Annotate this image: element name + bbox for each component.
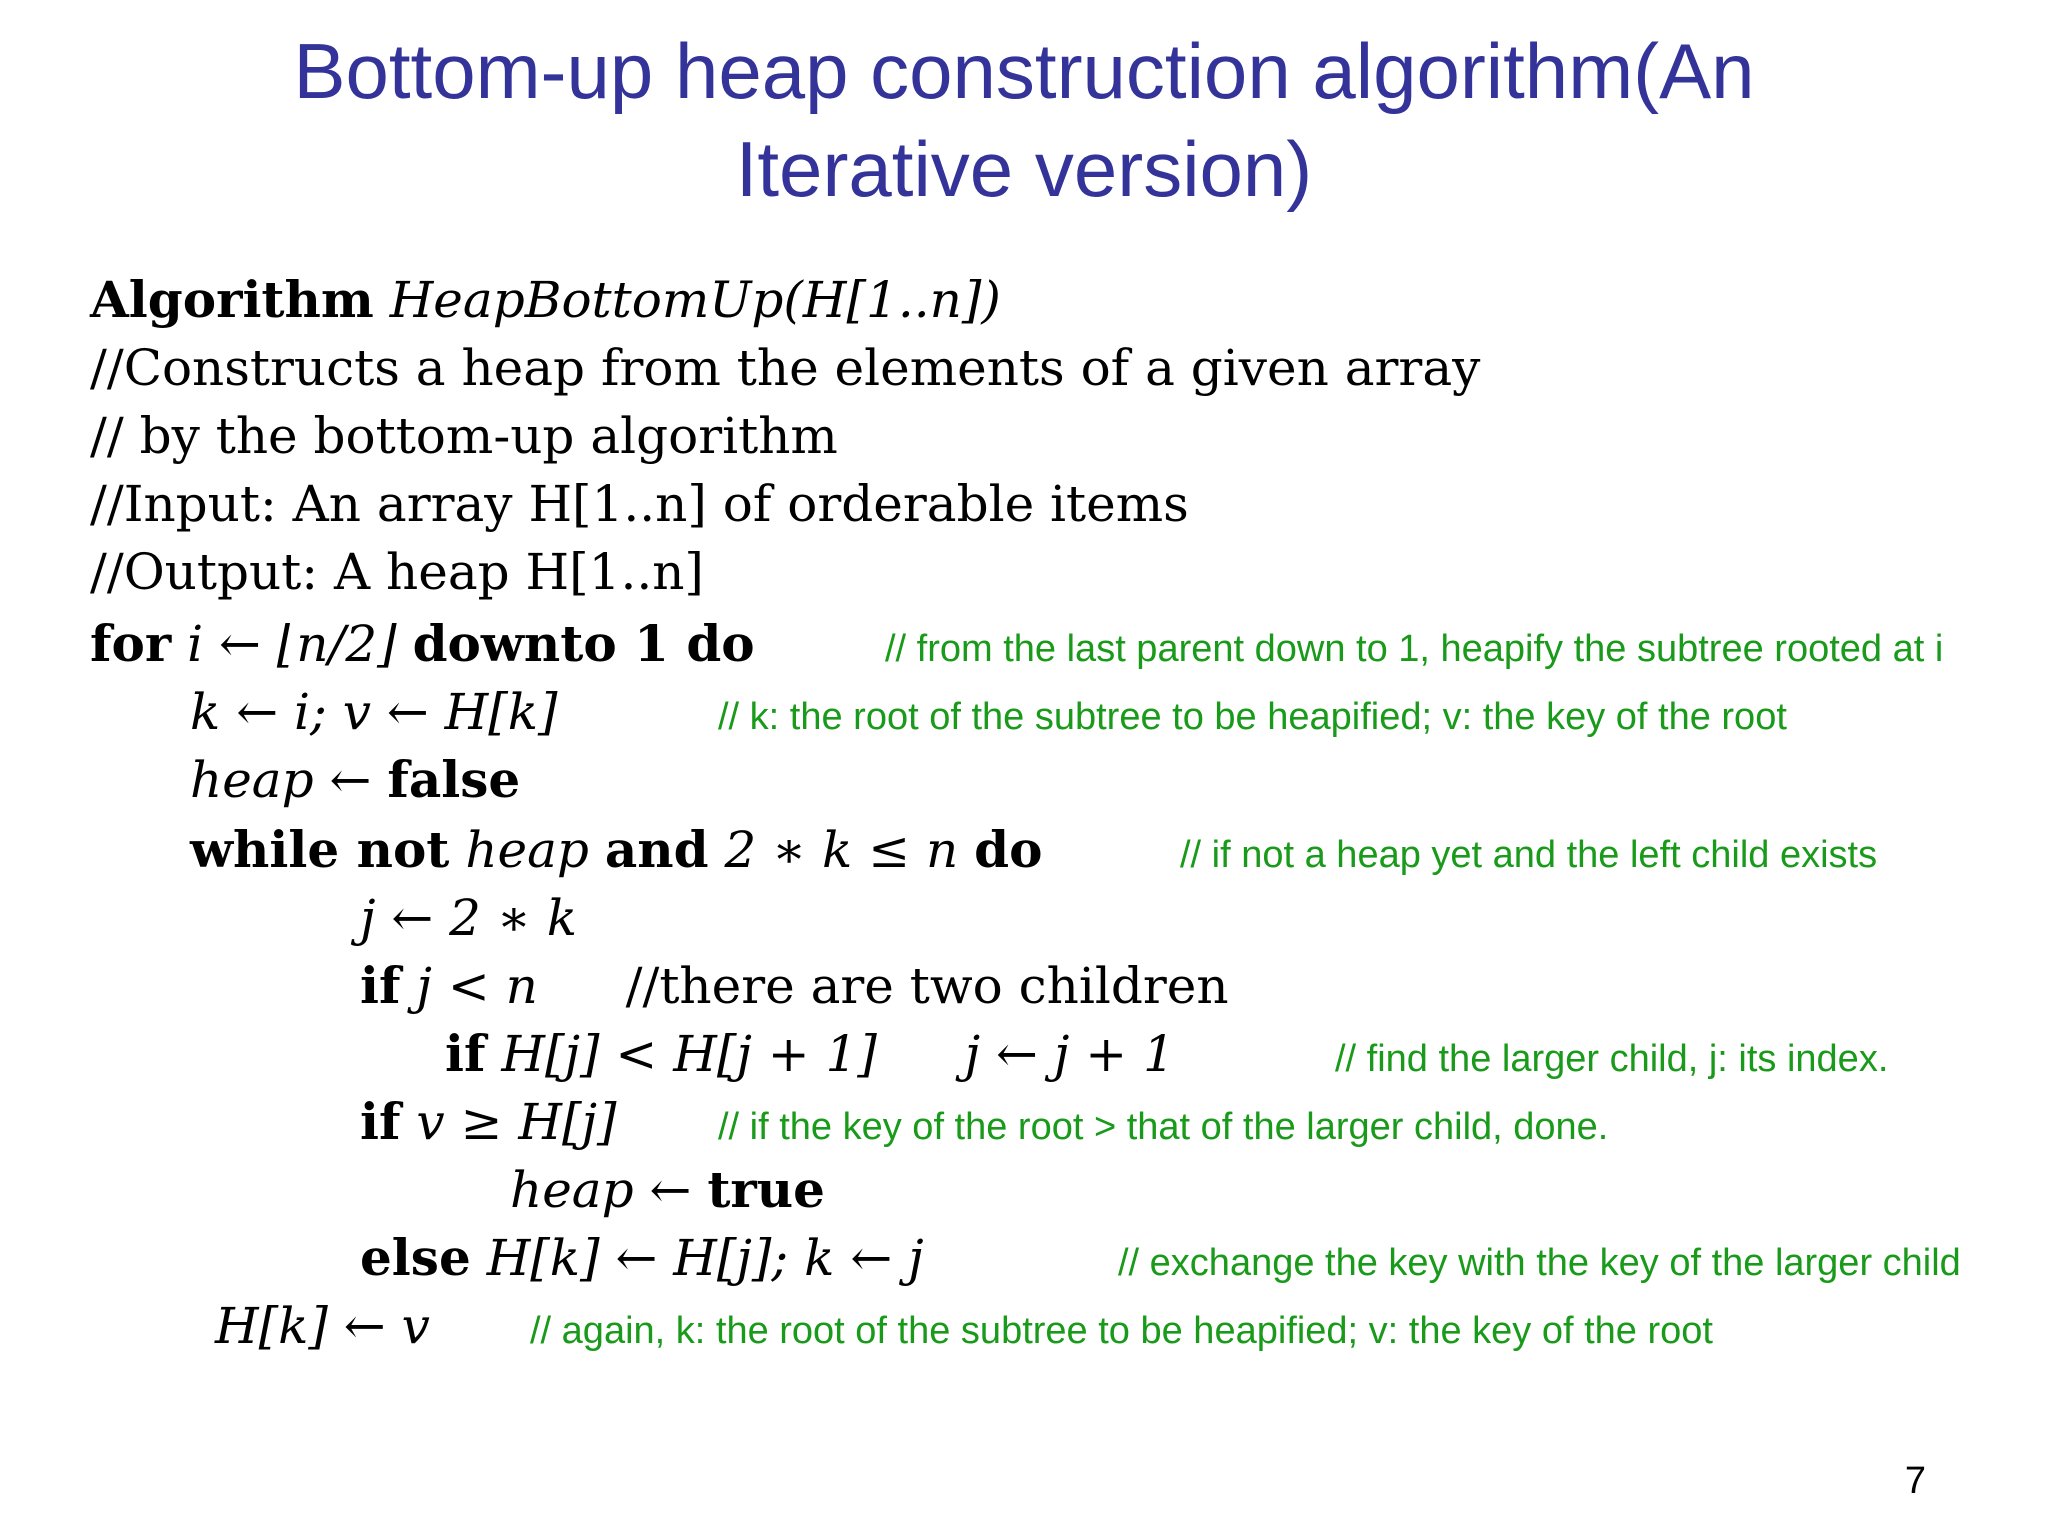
code-line-if-larger [445,1024,1175,1084]
page-number: 7 [1904,1460,1926,1502]
algorithm-signature: HeapBottomUp(H[1..n]) [389,271,1001,329]
code-line-output: //Output: A heap H[1..n] [90,543,704,601]
code-line-final-assign: H[k] ← v [215,1297,430,1355]
for-range: i ← ⌊n/2⌋ [187,615,397,673]
else-body: H[k] ← H[j]; k ← j [486,1229,924,1287]
code-line-j-assign: j ← 2 ∗ k [360,889,578,947]
comment-while: // if not a heap yet and the left child exists [1180,834,1878,876]
value-false: false [387,750,521,809]
code-line-comment-1: //Constructs a heap from the elements of a given array [90,339,1481,397]
keyword-if: if [445,1024,486,1083]
comment-done: // if the key of the root > that of the larger child, done. [718,1106,1609,1148]
comment-again: // again, k: the root of the subtree to be heapified; v: the key of the root [530,1310,1713,1352]
value-true: true [707,1160,825,1219]
keyword-do: do [974,820,1043,879]
code-line-else [360,1228,924,1288]
heap-var: heap ← [510,1161,692,1219]
keyword-for: for [90,614,172,673]
if-cond: H[j] < H[j + 1] [501,1025,877,1083]
code-line-algorithm [90,270,1001,330]
keyword-if: if [360,1092,401,1151]
while-cond: 2 ∗ k ≤ n [724,821,959,879]
code-line-comment-2: // by the bottom-up algorithm [90,407,838,465]
keyword-else: else [360,1228,471,1287]
comment-larger-child: // find the larger child, j: its index. [1335,1038,1889,1080]
code-line-if-v [360,1092,616,1152]
keyword-downto: downto 1 do [412,614,755,673]
comment-init: // k: the root of the subtree to be heapified; v: the key of the root [718,696,1787,738]
comment-exchange: // exchange the key with the key of the larger child [1118,1242,1961,1284]
keyword-if: if [360,956,401,1015]
code-line-input: //Input: An array H[1..n] of orderable items [90,475,1189,533]
keyword-and: and [604,820,709,879]
if-cond: j < n [416,957,538,1015]
while-heap: heap [465,821,589,879]
comment-for: // from the last parent down to 1, heapify the subtree rooted at i [885,628,1944,670]
code-line-init: k ← i; v ← H[k] [190,683,558,741]
slide-title-line-1: Bottom-up heap construction algorithm(An [293,27,1755,115]
keyword-while-not: while not [190,820,450,879]
if-cond: v ≥ H[j] [416,1093,617,1151]
heap-var: heap ← [190,751,372,809]
inline-comment: //there are two children [625,957,1229,1015]
code-line-heap-true [510,1160,825,1220]
j-increment: j ← j + 1 [964,1025,1175,1083]
code-line-for [90,614,755,674]
code-line-if-two-children [360,956,1229,1016]
slide-title-line-2: Iterative version) [735,125,1313,213]
code-line-heap-false [190,750,520,810]
code-line-while [190,820,1042,880]
keyword-algorithm: Algorithm [90,270,374,329]
